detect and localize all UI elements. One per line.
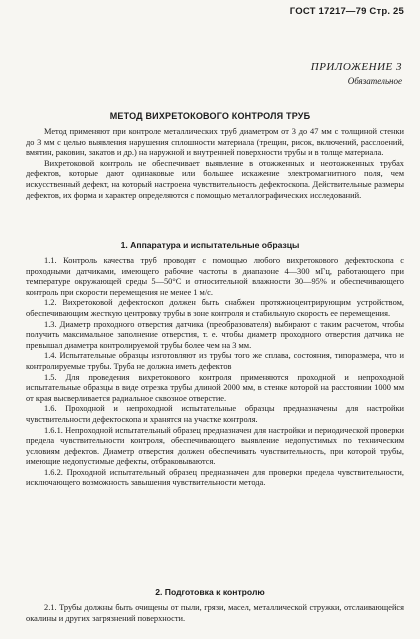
paragraph-1-2: 1.2. Вихретоковой дефектоскоп должен быть снабжен протяжноцентрирующим устройством, обеспечивающим жесткую центровку трубы в зоне контроля и стабильную скорость ее перемещения. — [26, 298, 404, 318]
page-header: ГОСТ 17217—79 Стр. 25 — [289, 6, 404, 17]
intro-paragraph: Вихретоковой контроль не обеспечивает выявление в отожженных и неотожженных трубах дефектов, которые дают одинаковые или большее искажение электромагнитного поля, чем искусственный дефект, на который настроена чувствительность дефектоскопа. Действительные размеры дефектов, их форма и характер определяются с помощью металлографических исследований. — [26, 158, 404, 200]
paragraph-1-6: 1.6. Проходной и непроходной испытательные образцы предназначены для настройки чувствительности дефектоскопа и хранятся на участке контроля. — [26, 404, 404, 424]
section-2-heading: 2. Подготовка к контролю — [155, 587, 265, 597]
section-2-text — [26, 603, 404, 624]
section-1-heading: 1. Аппаратура и испытательные образцы — [120, 240, 300, 250]
appendix-note: Обязательное — [347, 76, 402, 86]
document-title: МЕТОД ВИХРЕТОКОВОГО КОНТРОЛЯ ТРУБ — [109, 111, 311, 121]
paragraph-1-4: 1.4. Испытательные образцы изготовляют из трубы того же сплава, состояния, типоразмера, что и контролируемые трубы. Труба не должна иметь дефектов — [26, 351, 404, 371]
paragraph-1-6-2: 1.6.2. Проходной испытательный образец предназначен для проверки предела чувствительности, исключающего возможность завышения чувствительности метода. — [26, 467, 404, 488]
paragraph-1-3: 1.3. Диаметр проходного отверстия датчика (преобразователя) выбирают с таким расчетом, чтобы получить максимальное заполнение отверстия, т. е. чтобы диаметр проходного отверстия датчика не превышал диаметра контролируемой трубы более чем на 3 мм. — [26, 319, 404, 350]
section-1-text — [26, 256, 404, 489]
intro-text — [26, 127, 404, 201]
paragraph-1-1: 1.1. Контроль качества труб проводят с помощью любого вихретокового дефектоскопа с проходными датчиками, имеющего рабочие частоты в диапазоне 4—300 мГц, работающего при температуре окружающей среды 5—50°С и относительной влажности 30—95% и обеспечивающего контроль при скорости перемещения не менее 1 м/с. — [26, 256, 404, 297]
appendix-block — [311, 60, 402, 88]
intro-paragraph: Метод применяют при контроле металлических труб диаметром от 3 до 47 мм с толщиной стенки до 3 мм с целью выявления нарушения сплошности материала (трещин, рисок, включений, расслоений, вмятин, раковин, закатов и др.) на наружной и внутренней поверхности трубы и в толще материала. — [26, 127, 404, 158]
paragraph-1-6-1: 1.6.1. Непроходной испытательный образец предназначен для настройки и периодической проверки предела чувствительности контроля, обеспечивающего выявление недопустимых по техническим условиям дефектов. Диаметр отверстия должен обеспечивать чувствительность, при которой трубы, имеющие недопустимые дефекты, отбраковываются. — [26, 425, 404, 467]
paragraph-2-1: 2.1. Трубы должны быть очищены от пыли, грязи, масел, металлической стружки, отслаивающейся окалины и других загрязнений поверхности. — [26, 603, 404, 623]
paragraph-1-5: 1.5. Для проведения вихретокового контроля применяются проходной и непроходной испытательные образцы в виде отрезка трубы длиной 2000 мм, в стенке которой на расстоянии 1000 мм от края высверливается радиальное сквозное отверстие. — [26, 372, 404, 403]
appendix-label: ПРИЛОЖЕНИЕ 3 — [310, 61, 402, 73]
